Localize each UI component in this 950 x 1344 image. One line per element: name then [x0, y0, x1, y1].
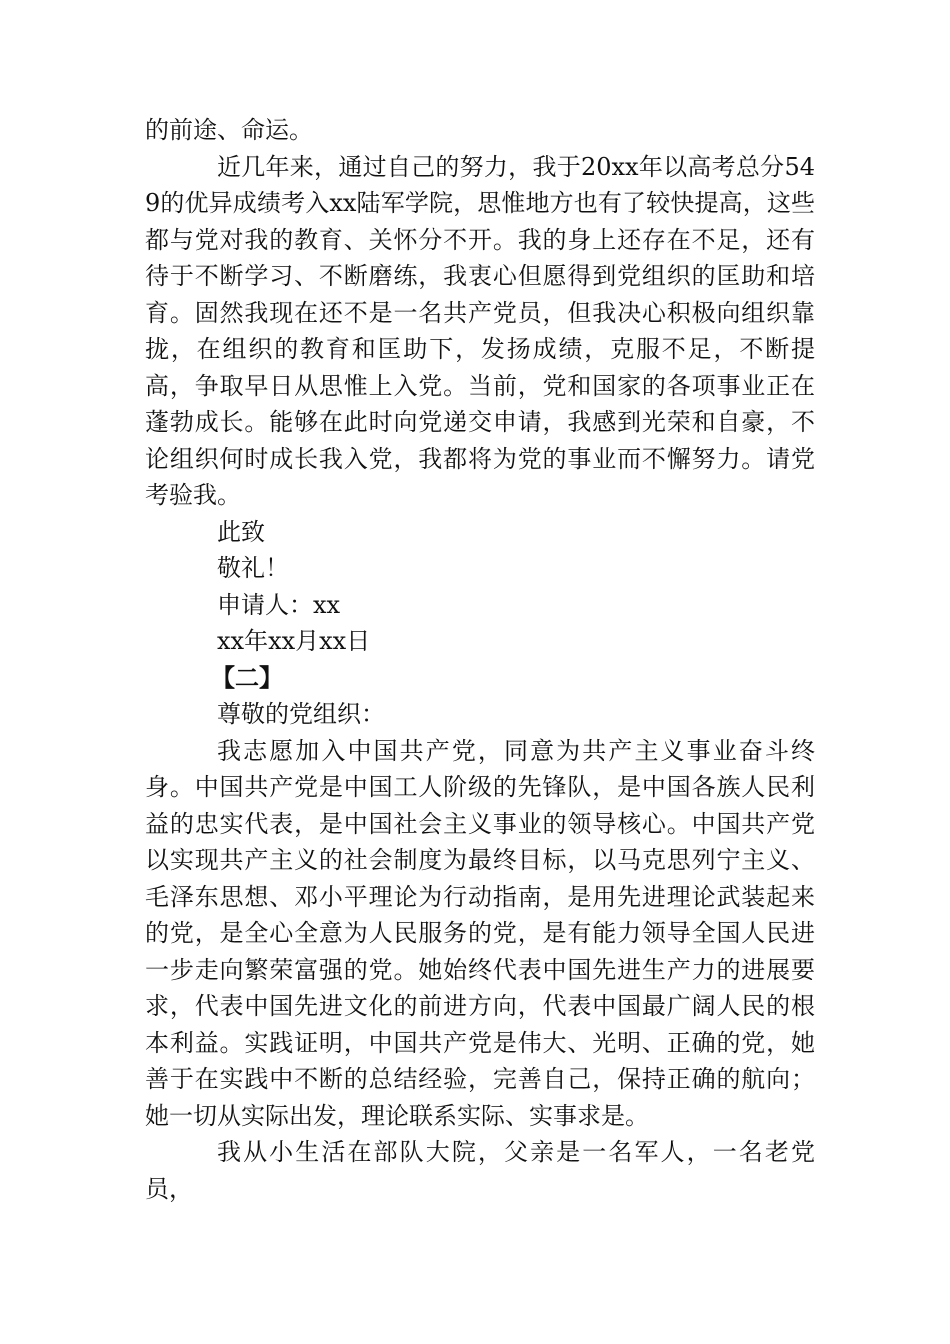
paragraph-background: 我从小生活在部队大院，父亲是一名军人，一名老党员，: [145, 1138, 815, 1203]
document-body: [145, 112, 815, 1207]
paragraph-continuation: 的前途、命运。: [145, 116, 313, 144]
closing-salutation: 此致: [217, 517, 265, 546]
applicant-signature: 申请人：xx: [217, 590, 341, 619]
letter-greeting: 尊敬的党组织：: [217, 700, 385, 728]
section-heading: 【二】: [211, 662, 283, 692]
paragraph-declaration: 我志愿加入中国共产党，同意为共产主义事业奋斗终身。中国共产党是中国工人阶级的先锋队，是中国各族人民利益的忠实代表，是中国社会主义事业的领导核心。中国共产党以实现共产主义的社会制度为最终目标，以马克思列宁主义、毛泽东思想、邓小平理论为行动指南，是用先进理论武装起来的党，是全心全意为人民服务的党，是有能力领导全国人民进一步走向繁荣富强的党。她始终代表中国先进生产力的进展要求，代表中国先进文化的前进方向，代表中国最广阔人民的根本利益。实践证明，中国共产党是伟大、光明、正确的党，她善于在实践中不断的总结经验，完善自己，保持正确的航向；她一切从实际出发，理论联系实际、实事求是。: [145, 736, 815, 1130]
closing-regards: 敬礼！: [217, 554, 289, 582]
paragraph-achievements: 近几年来，通过自己的努力，我于20xx年以高考总分549的优异成绩考入xx陆军学院，思惟地方也有了较快提高，这些都与党对我的教育、关怀分不开。我的身上还存在不足，还有待于不断学习、不断磨练，我衷心但愿得到党组织的匡助和培育。固然我现在还不是一名共产党员，但我决心积极向组织靠拢，在组织的教育和匡助下，发扬成绩，克服不足，不断提高，争取早日从思惟上入党。当前，党和国家的各项事业正在蓬勃成长。能够在此时向党递交申请，我感到光荣和自豪，不论组织何时成长我入党，我都将为党的事业而不懈努力。请党考验我。: [145, 152, 815, 509]
letter-date: xx年xx月xx日: [217, 627, 371, 655]
